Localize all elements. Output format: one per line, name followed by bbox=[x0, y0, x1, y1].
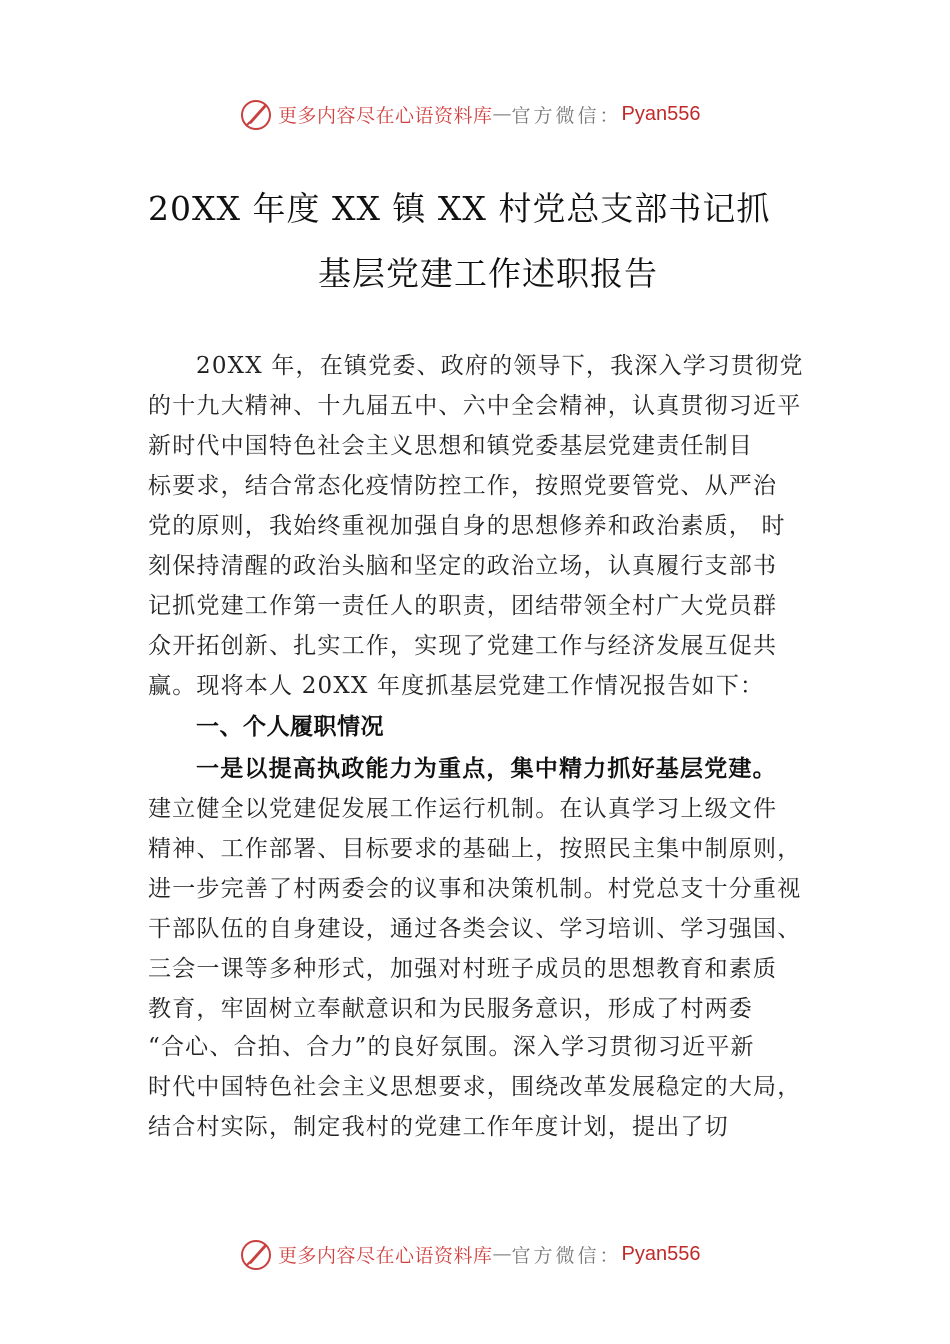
paragraph-line: 标要求，结合常态化疫情防控工作，按照党要管党、从严治 bbox=[148, 473, 778, 499]
paragraph-line: “合心、合拍、合力”的良好氛围。深入学习贯彻习近平新 bbox=[148, 1034, 755, 1060]
paragraph-line: 进一步完善了村两委会的议事和决策机制。村党总支十分重视 bbox=[148, 876, 802, 902]
watermark-banner-top bbox=[0, 94, 950, 134]
quill-pen-logo-icon bbox=[238, 96, 274, 132]
paragraph-line: 的十九大精神、十九届五中、六中全会精神，认真贯彻习近平 bbox=[148, 393, 802, 419]
paragraph-line: 党的原则，我始终重视加强自身的思想修养和政治素质， 时 bbox=[148, 513, 786, 539]
banner-wechat-id: Pyan556 bbox=[621, 1242, 701, 1265]
banner-separator: — bbox=[492, 1243, 512, 1265]
paragraph-line: 众开拓创新、扎实工作，实现了党建工作与经济发展互促共 bbox=[148, 633, 778, 659]
paragraph-line: 记抓党建工作第一责任人的职责，团结带领全村广大党员群 bbox=[148, 593, 778, 619]
document-title-line-2: 基层党建工作述职报告 bbox=[318, 254, 658, 293]
paragraph-line: 结合村实际，制定我村的党建工作年度计划，提出了切 bbox=[148, 1114, 729, 1140]
banner-site-name: 更多内容尽在心语资料库 bbox=[278, 104, 493, 127]
document-title-line-1: 20XX 年度 XX 镇 XX 村党总支部书记抓 bbox=[148, 189, 771, 228]
banner-wechat-label: 官方微信： bbox=[511, 104, 622, 127]
paragraph-line: 教育，牢固树立奉献意识和为民服务意识，形成了村两委 bbox=[148, 996, 753, 1022]
paragraph-line: 赢。现将本人 20XX 年度抓基层党建工作情况报告如下： bbox=[148, 673, 765, 699]
paragraph-line: 20XX 年，在镇党委、政府的领导下，我深入学习贯彻党 bbox=[196, 353, 804, 379]
paragraph-line: 三会一课等多种形式，加强对村班子成员的思想教育和素质 bbox=[148, 956, 778, 982]
banner-wechat-id: Pyan556 bbox=[621, 102, 701, 125]
subsection-heading: 一是以提高执政能力为重点，集中精力抓好基层党建。 bbox=[196, 755, 777, 782]
section-heading: 一、个人履职情况 bbox=[196, 714, 384, 740]
paragraph-line: 建立健全以党建促发展工作运行机制。在认真学习上级文件 bbox=[148, 796, 778, 822]
banner-separator: — bbox=[492, 103, 512, 125]
quill-pen-logo-icon bbox=[238, 1236, 274, 1272]
paragraph-line: 新时代中国特色社会主义思想和镇党委基层党建责任制目 bbox=[148, 433, 753, 459]
paragraph-line: 时代中国特色社会主义思想要求，围绕改革发展稳定的大局， bbox=[148, 1074, 802, 1100]
banner-wechat-label: 官方微信： bbox=[511, 1244, 622, 1267]
paragraph-line: 干部队伍的自身建设，通过各类会议、学习培训、学习强国、 bbox=[148, 916, 802, 942]
paragraph-line: 刻保持清醒的政治头脑和坚定的政治立场，认真履行支部书 bbox=[148, 553, 778, 579]
watermark-banner-bottom bbox=[0, 1234, 950, 1274]
banner-site-name: 更多内容尽在心语资料库 bbox=[278, 1244, 493, 1267]
paragraph-line: 精神、工作部署、目标要求的基础上，按照民主集中制原则， bbox=[148, 836, 802, 862]
